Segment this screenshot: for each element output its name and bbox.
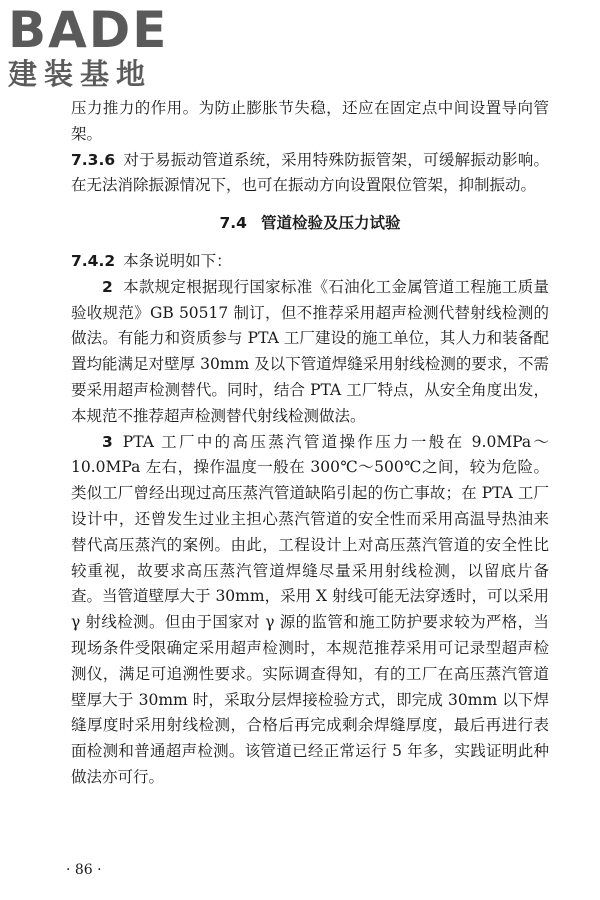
clause-7-4-2 [71,249,549,275]
item-3-paragraph [71,430,549,791]
item-text: PTA 工厂中的高压蒸汽管道操作压力一般在 9.0MPa～10.0MPa 左右，操作温度一般在 300℃～500℃之间，较为危险。类似工厂曾经出现过高压蒸汽管道缺陷引起的伤亡事故；在 PTA 工厂设计中，还曾发生过业主担心蒸汽管道的安全性而采用高温导热油来替代高压蒸汽的案例。由此，工程设计上对高压蒸汽管道的安全性比较重视，故要求高压蒸汽管道焊缝尽量采用射线检测，以留底片备查。当管道壁厚大于 30mm，采用 X 射线可能无法穿透时，可以采用 γ 射线检测。但由于国家对 γ 源的监管和施工防护要求较为严格，当现场条件受限确定采用超声检测时，本规范推荐采用可记录型超声检测仪，满足可追溯性要求。实际调查得知，有的工厂在高压蒸汽管道壁厚大于 30mm 时，采取分层焊接检验方式，即完成 30mm 以下焊缝厚度时采用射线检测，合格后再完成剩余焊缝厚度，最后再进行表面检测和普通超声检测。该管道已经正常运行 5 年多，实践证明此种做法亦可行。 [71,432,549,786]
section-heading [71,211,549,237]
section-number: 7.4 [219,214,247,233]
item-number: 2 [102,277,113,296]
clause-text: 本条说明如下： [123,251,232,270]
logo-subtitle: 建装基地 [8,57,153,91]
brand-logo [8,1,169,91]
clause-text: 对于易振动管道系统，采用特殊防振管架，可缓解振动影响。在无法消除振源情况下，也可在振动方向设置限位管架，抑制振动。 [71,150,549,195]
clause-number: 7.3.6 [71,150,116,169]
page-number: · 86 · [66,862,102,878]
page-body [71,96,549,791]
section-title: 管道检验及压力试验 [260,214,401,233]
clause-7-3-6 [71,148,549,200]
item-2-paragraph [71,275,549,430]
item-number: 3 [102,432,113,451]
item-text: 本款规定根据现行国家标准《石油化工金属管道工程施工质量验收规范》GB 50517 制订，但不推荐采用超声检测代替射线检测的做法。有能力和资质参与 PTA 工厂建设的施工单位，其人力和装备配置均能满足对壁厚 30mm 及以下管道焊缝采用射线检测的要求，不需要采用超声检测替代。同时，结合 PTA 工厂特点，从安全角度出发，本规范不推荐超声检测替代射线检测做法。 [71,277,549,425]
continued-paragraph: 压力推力的作用。为防止膨胀节失稳，还应在固定点中间设置导向管架。 [71,99,549,143]
logo-brand-text: BADE [8,1,169,59]
clause-number: 7.4.2 [71,251,116,270]
